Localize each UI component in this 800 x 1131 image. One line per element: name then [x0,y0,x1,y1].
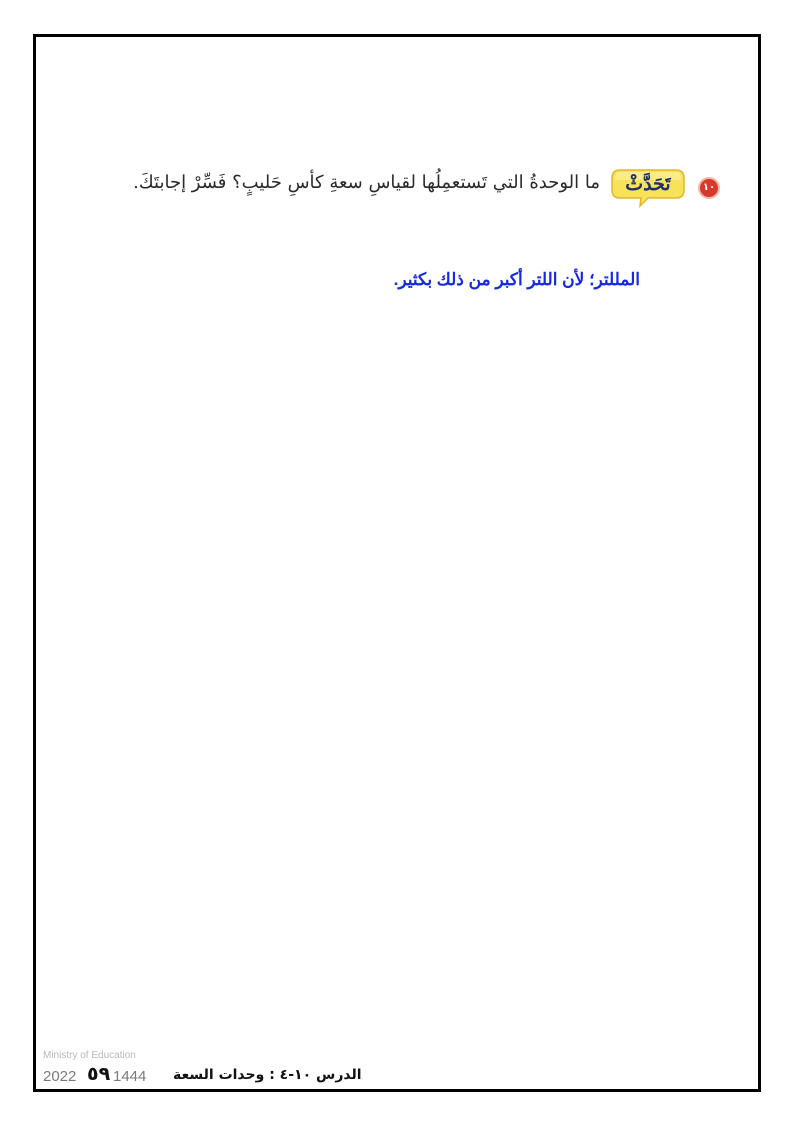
question-row [80,156,720,216]
page-footer [43,1065,363,1089]
answer-text: المللتر؛ لأن اللتر أكبر من ذلك بكثير. [393,270,640,289]
question-number-badge: ١٠ [698,177,720,199]
talk-bubble [610,168,686,202]
footer-year-gregorian: 2022 [43,1068,77,1085]
question-text: ما الوحدةُ التي تَستعمِلُها لقياسِ سعةِ كأسِ حَليبٍ؟ فَسِّرْ إجابتَكَ. [133,172,600,193]
footer-year-hijri: 1444 [113,1068,147,1085]
footer-watermark: Ministry of Education [43,1050,136,1061]
page-number: ٥٩ [87,1063,111,1085]
footer-lesson-title: الدرس ١٠-٤ : وحدات السعة [173,1067,362,1083]
talk-bubble-label: تَحَدَّثْ [625,173,671,195]
